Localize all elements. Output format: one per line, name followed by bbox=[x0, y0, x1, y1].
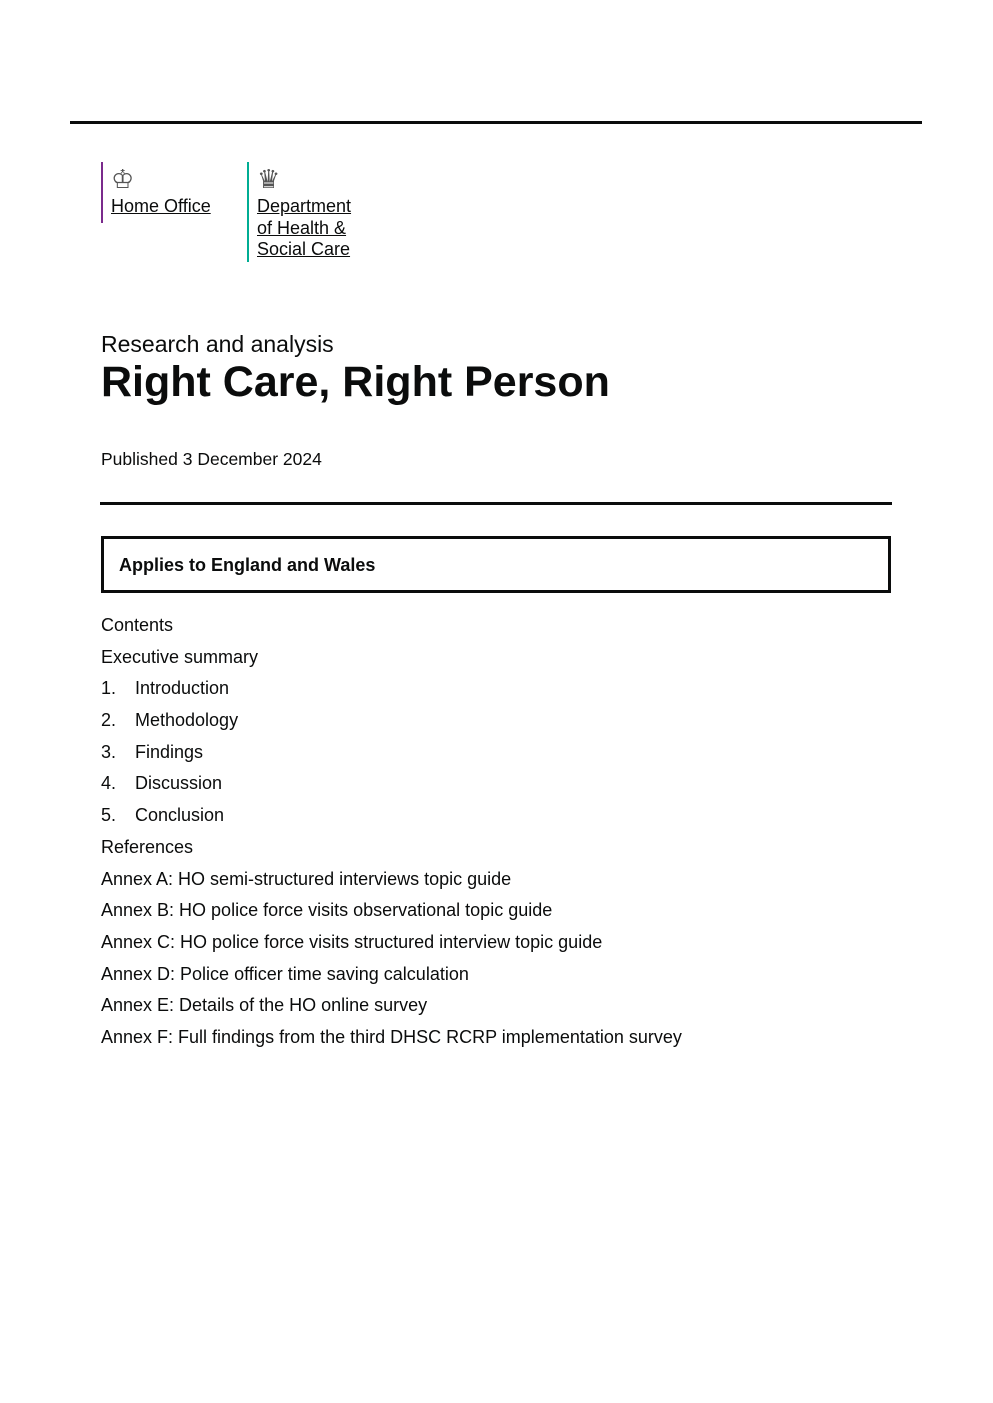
dhsc-link[interactable] bbox=[257, 196, 351, 261]
contents-item[interactable] bbox=[101, 646, 682, 678]
item-number: 3. bbox=[101, 741, 117, 762]
item-number: 4. bbox=[101, 773, 117, 794]
item-label: Annex F: Full findings from the third DHSC RCRP implementation survey bbox=[101, 1026, 682, 1047]
contents-item[interactable] bbox=[101, 709, 682, 741]
item-number: 5. bbox=[101, 805, 117, 826]
item-label: Annex D: Police officer time saving calculation bbox=[101, 963, 469, 984]
item-label: Conclusion bbox=[135, 805, 225, 826]
contents-item[interactable] bbox=[101, 868, 682, 900]
top-rule bbox=[70, 121, 922, 124]
royal-crest-icon: ♔ bbox=[111, 164, 135, 194]
item-label: Methodology bbox=[135, 710, 239, 731]
page-title: Right Care, Right Person bbox=[101, 358, 610, 406]
royal-arms-icon: ♛ bbox=[257, 164, 281, 194]
dhsc-logo bbox=[247, 162, 351, 262]
applies-to-box bbox=[101, 536, 891, 593]
contents-list bbox=[101, 614, 682, 1047]
contents-item[interactable] bbox=[101, 899, 682, 931]
item-label: Introduction bbox=[135, 678, 230, 699]
dhsc-line: Department bbox=[257, 196, 352, 216]
contents-heading: Contents bbox=[101, 615, 174, 635]
item-number: 1. bbox=[101, 678, 117, 699]
contents-item[interactable] bbox=[101, 1026, 682, 1058]
contents-item[interactable] bbox=[101, 963, 682, 995]
item-label: Annex B: HO police force visits observational topic guide bbox=[101, 900, 553, 921]
item-label: Annex C: HO police force visits structured interview topic guide bbox=[101, 931, 603, 952]
contents-item[interactable] bbox=[101, 772, 682, 804]
home-office-link[interactable]: Home Office bbox=[111, 196, 211, 216]
dhsc-line: Social Care bbox=[257, 239, 351, 259]
contents-item[interactable] bbox=[101, 931, 682, 963]
item-label: Annex A: HO semi-structured interviews topic guide bbox=[101, 868, 512, 889]
dhsc-line: of Health & bbox=[257, 217, 347, 238]
item-label: Executive summary bbox=[101, 646, 259, 667]
home-office-logo bbox=[101, 162, 211, 223]
applies-to-text: Applies to England and Wales bbox=[119, 555, 376, 575]
item-label: Discussion bbox=[135, 773, 223, 794]
contents-item[interactable] bbox=[101, 836, 682, 868]
contents-item[interactable] bbox=[101, 804, 682, 836]
item-label: References bbox=[101, 836, 194, 857]
contents-item[interactable] bbox=[101, 741, 682, 773]
divider bbox=[100, 502, 892, 505]
item-label: Annex E: Details of the HO online survey bbox=[101, 995, 428, 1016]
contents-item[interactable] bbox=[101, 677, 682, 709]
item-label: Findings bbox=[135, 741, 204, 762]
document-type: Research and analysis bbox=[101, 331, 334, 357]
contents-item[interactable] bbox=[101, 994, 682, 1026]
item-number: 2. bbox=[101, 710, 117, 731]
published-date: Published 3 December 2024 bbox=[101, 449, 322, 469]
